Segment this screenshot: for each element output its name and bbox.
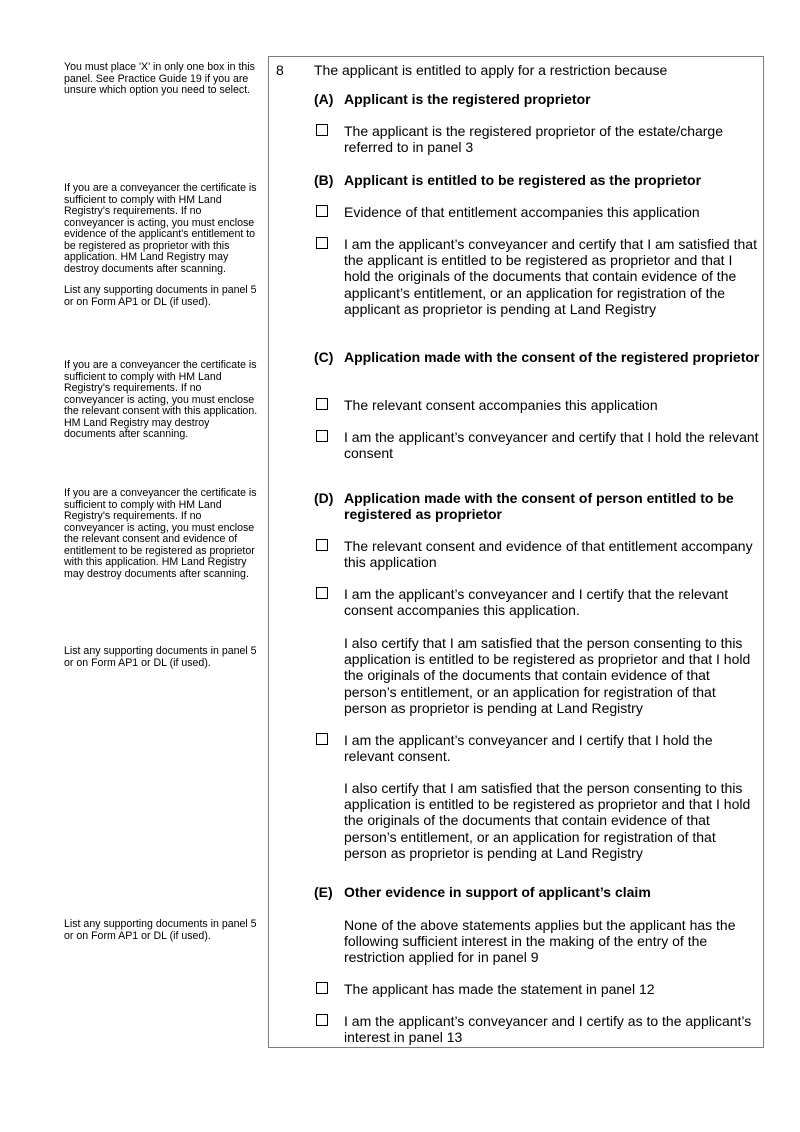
sidebar-note-text: List any supporting documents in panel 5 or on Form AP1 or DL (if used). — [64, 918, 257, 942]
option-label: I am the applicant’s conveyancer and certify that I hold the relevant consent — [344, 429, 759, 462]
option-checkbox[interactable] — [316, 430, 328, 442]
option-label: The relevant consent and evidence of that entitlement accompany this application — [344, 538, 753, 571]
sidebar-note-5 — [64, 646, 262, 679]
option-checkbox[interactable] — [316, 1014, 328, 1026]
option-label: The relevant consent accompanies this application — [344, 397, 658, 413]
option-checkbox[interactable] — [316, 237, 328, 249]
option-label: The applicant is the registered proprietor of the estate/charge referred to in panel 3 — [344, 123, 723, 156]
sidebar-note-text: If you are a conveyancer the certificate is sufficient to comply with HM Land Registry's requirements. If no conveyancer is acting, you must enclose the relevant consent with this application. HM Land Registry may destroy documents after scanning. — [64, 359, 258, 440]
option-label: I am the applicant’s conveyancer and I certify that I hold the relevant consent. — [344, 732, 713, 765]
option-label: I am the applicant’s conveyancer and certify that I am satisfied that the applicant is entitled to be registered as proprietor and that I hold the originals of the documents that contain evidence of the applicant’s entitlement, or an application for registration of the applicant as proprietor is pending at Land Registry — [344, 236, 757, 317]
section-heading — [314, 349, 760, 365]
option-label: I am the applicant’s conveyancer and I certify that the relevant consent accompanies this application. — [344, 586, 729, 619]
sidebar-note-3 — [64, 360, 262, 451]
option-note: I also certify that I am satisfied that the person consenting to this application is entitled to be registered as proprietor and that I hold the originals of the documents that contain evidence of that person’s entitlement, or an application for registration of that person as proprietor is pending at Land Registry — [344, 635, 751, 716]
sidebar-note-text: If you are a conveyancer the certificate is sufficient to comply with HM Land Registry's requirements. If no conveyancer is acting, you must enclose evidence of the applicant's entitlement to be registered as proprietor with this application. HM Land Registry may destroy documents after scanning. — [64, 182, 257, 275]
sidebar-note-1 — [64, 62, 262, 107]
section-letter: (D) — [314, 490, 334, 506]
section-letter: (E) — [314, 884, 333, 900]
option-checkbox[interactable] — [316, 398, 328, 410]
section-heading — [314, 91, 760, 107]
option-note: None of the above statements applies but the applicant has the following sufficient interest in the making of the entry of the restriction applied for in panel 9 — [344, 917, 736, 966]
section-title: Applicant is entitled to be registered as the proprietor — [344, 172, 702, 188]
section-title: Application made with the consent of the registered proprietor — [344, 349, 760, 365]
sidebar-note-2 — [64, 183, 262, 318]
option-checkbox[interactable] — [316, 733, 328, 745]
sidebar-note-text: List any supporting documents in panel 5 or on Form AP1 or DL (if used). — [64, 645, 257, 669]
sidebar-note-6 — [64, 919, 262, 952]
option-label: Evidence of that entitlement accompanies this application — [344, 204, 700, 220]
sidebar-note-text: You must place 'X' in only one box in this panel. See Practice Guide 19 if you are unsure which option you need to select. — [64, 61, 255, 96]
option-checkbox[interactable] — [316, 587, 328, 599]
sidebar-note-text: If you are a conveyancer the certificate is sufficient to comply with HM Land Registry's requirements. If no conveyancer is acting, you must enclose the relevant consent and evidence of entitlement to be registered as proprietor with this application. HM Land Registry may destroy documents after scanning. — [64, 487, 257, 580]
section-title: Other evidence in support of applicant’s claim — [344, 884, 651, 900]
section-title: Application made with the consent of person entitled to be registered as proprietor — [344, 490, 734, 523]
option-label: I am the applicant’s conveyancer and I certify as to the applicant’s interest in panel 13 — [344, 1013, 752, 1046]
option-label: The applicant has made the statement in panel 12 — [344, 981, 655, 997]
option-checkbox[interactable] — [316, 205, 328, 217]
section-heading — [314, 490, 760, 522]
section-letter: (A) — [314, 91, 334, 107]
panel-heading: The applicant is entitled to apply for a restriction because — [314, 62, 668, 78]
option-note: I also certify that I am satisfied that the person consenting to this application is entitled to be registered as proprietor and that I hold the originals of the documents that contain evidence of that person’s entitlement, or an application for registration of that person as proprietor is pending at Land Registry — [344, 780, 751, 861]
panel-number: 8 — [276, 62, 284, 78]
section-heading — [314, 172, 760, 188]
sidebar-note-text: List any supporting documents in panel 5 or on Form AP1 or DL (if used). — [64, 284, 257, 308]
section-letter: (C) — [314, 349, 334, 365]
option-checkbox[interactable] — [316, 539, 328, 551]
option-checkbox[interactable] — [316, 982, 328, 994]
section-letter: (B) — [314, 172, 334, 188]
section-title: Applicant is the registered proprietor — [344, 91, 591, 107]
section-heading — [314, 884, 760, 900]
option-checkbox[interactable] — [316, 124, 328, 136]
sidebar-note-4 — [64, 488, 262, 590]
